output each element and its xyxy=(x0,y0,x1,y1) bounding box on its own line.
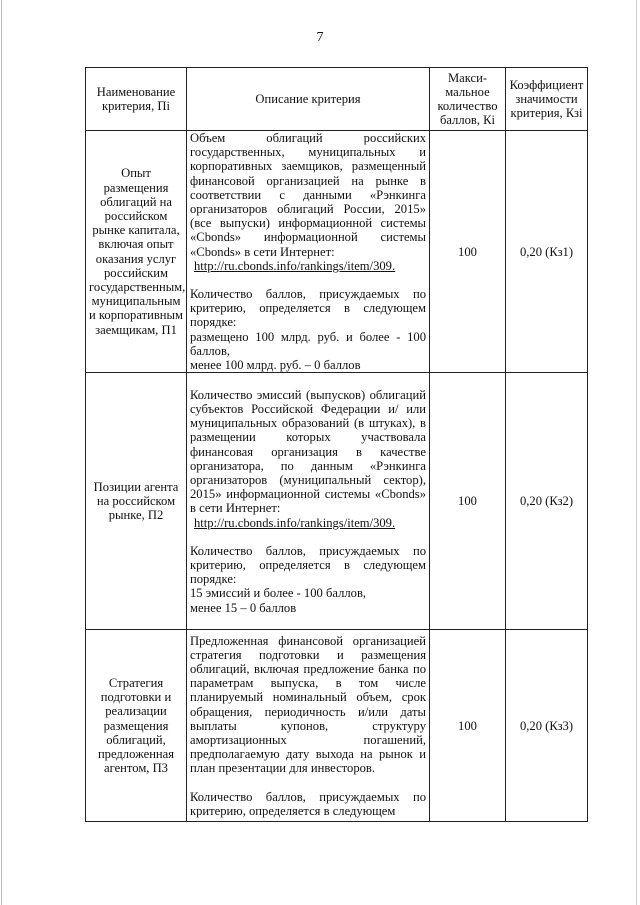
description-text: Объем облигаций российских государственных, муниципальных и корпоративных заемщиков, размещенный финансовой организацией на рынке в соответствии с данными «Рэнкинга организаторов облигаций России, 2015» (все выпуски) информационной системы «Cbonds» информационной системы «Cbonds» в сети Интернет: xyxy=(190,131,426,259)
scoring-intro: Количество баллов, присуждаемых по критерию, определяется в следующем порядке: xyxy=(190,287,426,330)
criteria-table xyxy=(85,67,588,822)
description-text: Предложенная финансовой организацией стратегия подготовки и размещения облигаций, включая предложение банка по параметрам выпуска, в том числе планируемый номинальный объем, срок обращения, периодичность и/или даты выплаты купонов, структуру амортизационных погашений, предполагаемую дату выхода на рынок и план презентации для инвесторов. xyxy=(190,633,426,776)
cbonds-link[interactable]: http://ru.cbonds.info/rankings/item/309. xyxy=(194,258,396,273)
table-header-row xyxy=(86,68,588,131)
page-number: 7 xyxy=(316,30,324,45)
criterion-description xyxy=(187,630,430,822)
scoring-line: менее 15 – 0 баллов xyxy=(190,600,297,615)
scoring-line: 15 эмиссий и более - 100 баллов, xyxy=(190,586,367,601)
table-row xyxy=(86,373,588,630)
scoring-line: размещено 100 млрд. руб. и более - 100 баллов, xyxy=(190,329,426,358)
table-row xyxy=(86,630,588,822)
scoring-intro: Количество баллов, присуждаемых по критерию, определяется в следующем xyxy=(190,789,426,818)
criterion-description xyxy=(187,131,430,373)
max-score: 100 xyxy=(430,131,506,373)
header-max-score: Макси-мальное количество баллов, Кi xyxy=(430,68,506,131)
criterion-name: Позиции агента на российском рынке, П2 xyxy=(86,373,187,630)
header-coefficient: Коэффициент значимости критерия, Кзi xyxy=(506,68,588,131)
header-name: Наименование критерия, Пi xyxy=(86,68,187,131)
scan-edge-right xyxy=(636,0,637,905)
max-score: 100 xyxy=(430,630,506,822)
criterion-description xyxy=(187,373,430,630)
coefficient: 0,20 (Кз3) xyxy=(506,630,588,822)
scoring-intro: Количество баллов, присуждаемых по критерию, определяется в следующем порядке: xyxy=(190,543,426,587)
max-score: 100 xyxy=(430,373,506,630)
cbonds-link[interactable]: http://ru.cbonds.info/rankings/item/309. xyxy=(194,515,396,530)
scoring-line: менее 100 млрд. руб. – 0 баллов xyxy=(190,358,361,373)
criterion-name: Стратегия подготовки и реализации размещения облигаций, предложенная агентом, П3 xyxy=(86,630,187,822)
scan-edge-left xyxy=(1,0,2,905)
table-row xyxy=(86,131,588,373)
criterion-name: Опыт размещения облигаций на российском рынке капитала, включая опыт оказания услуг российским государственным, муниципальным и корпоративным заемщикам, П1 xyxy=(86,131,187,373)
description-text: Количество эмиссий (выпусков) облигаций субъектов Российской Федерации и/ или муниципальных образований (в штуках), в размещении которых участвовала финансовая организация в качестве организатора, по данным «Рэнкинга организаторов (муниципальный сектор), 2015» информационной системы «Cbonds» в сети Интернет: xyxy=(190,387,426,516)
coefficient: 0,20 (Кз2) xyxy=(506,373,588,630)
header-description: Описание критерия xyxy=(187,68,430,131)
coefficient: 0,20 (Кз1) xyxy=(506,131,588,373)
